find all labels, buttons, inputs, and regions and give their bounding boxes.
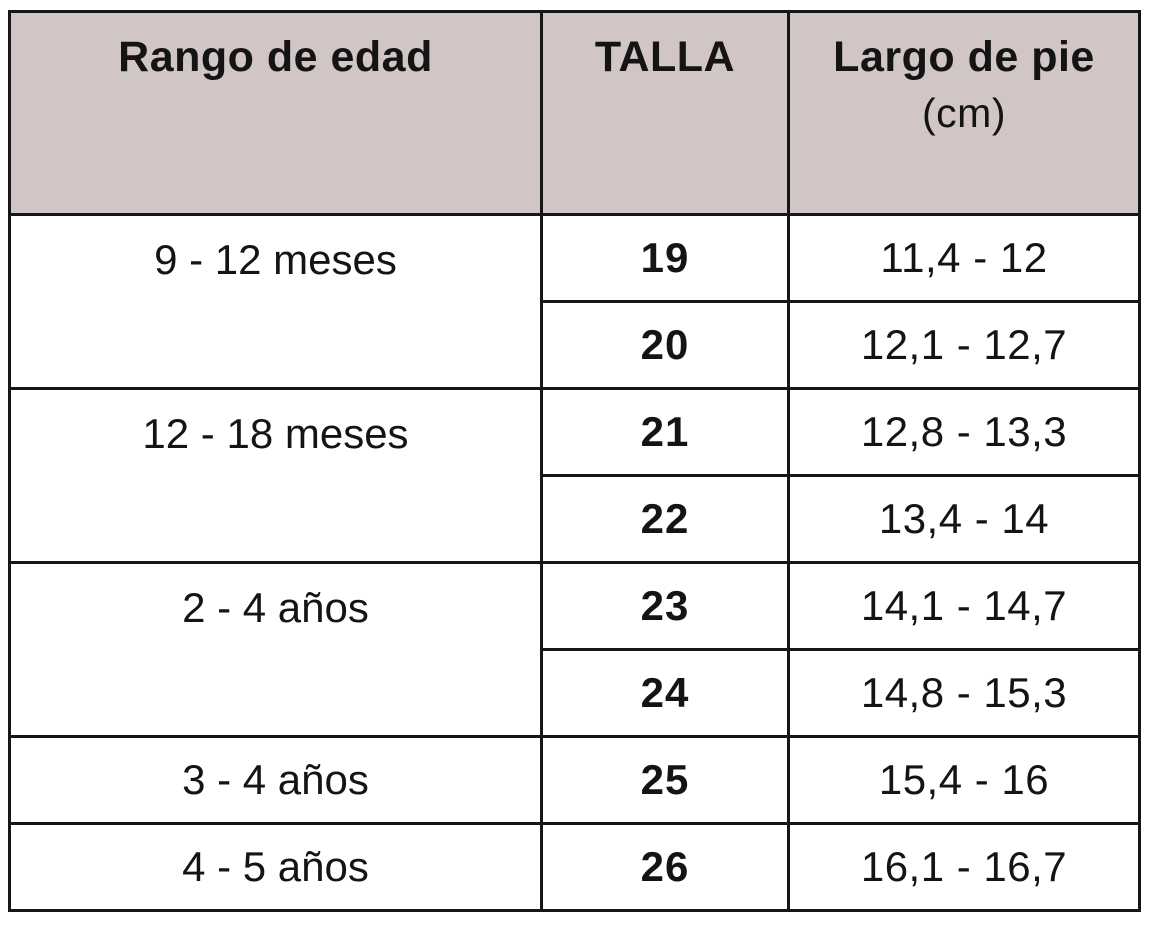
size-cell: 25: [542, 737, 789, 824]
foot-range-cell: 13,4 - 14: [789, 476, 1140, 563]
age-cell-2-4-anos: 2 - 4 años: [10, 563, 542, 737]
size-cell: 19: [542, 215, 789, 302]
header-foot-length: [789, 12, 1140, 215]
age-cell-3-4-anos: 3 - 4 años: [10, 737, 542, 824]
table-row: [10, 215, 1140, 302]
table-row: [10, 737, 1140, 824]
foot-range-cell: 12,8 - 13,3: [789, 389, 1140, 476]
foot-range-cell: 12,1 - 12,7: [789, 302, 1140, 389]
header-foot-length-unit: (cm): [922, 90, 1006, 136]
size-cell: 21: [542, 389, 789, 476]
table-row: [10, 389, 1140, 476]
age-cell-12-18-meses: 12 - 18 meses: [10, 389, 542, 563]
size-cell: 22: [542, 476, 789, 563]
age-cell-9-12-meses: 9 - 12 meses: [10, 215, 542, 389]
table-header-row: [10, 12, 1140, 215]
foot-range-cell: 14,1 - 14,7: [789, 563, 1140, 650]
foot-range-cell: 16,1 - 16,7: [789, 824, 1140, 911]
header-foot-length-label: Largo de pie: [833, 33, 1095, 81]
size-cell: 20: [542, 302, 789, 389]
header-age-range: Rango de edad: [10, 12, 542, 215]
size-cell: 24: [542, 650, 789, 737]
header-size: TALLA: [542, 12, 789, 215]
table-row: [10, 824, 1140, 911]
table-row: [10, 563, 1140, 650]
foot-range-cell: 14,8 - 15,3: [789, 650, 1140, 737]
age-cell-4-5-anos: 4 - 5 años: [10, 824, 542, 911]
size-cell: 23: [542, 563, 789, 650]
size-cell: 26: [542, 824, 789, 911]
shoe-size-table: [8, 10, 1141, 912]
foot-range-cell: 15,4 - 16: [789, 737, 1140, 824]
foot-range-cell: 11,4 - 12: [789, 215, 1140, 302]
